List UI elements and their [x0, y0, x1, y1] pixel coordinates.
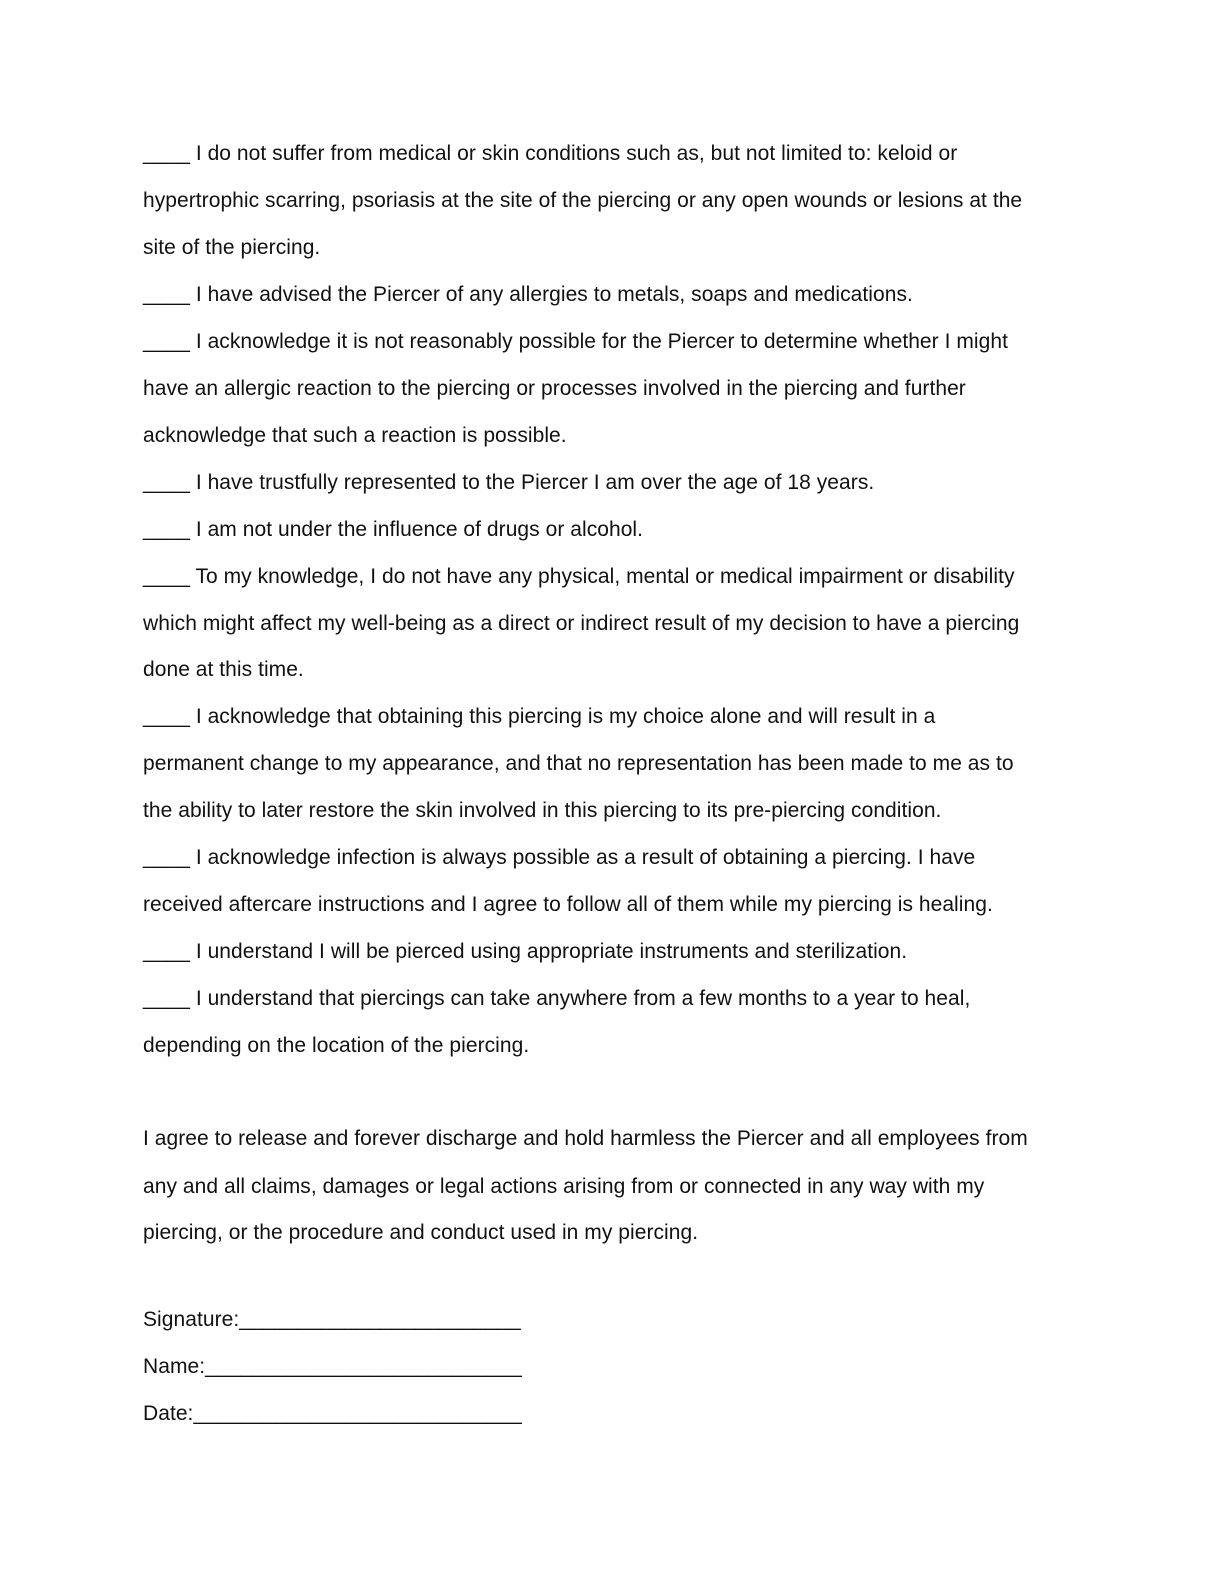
ack-7-blank[interactable]: ____: [143, 705, 190, 728]
ack-8-blank[interactable]: ____: [143, 846, 190, 869]
ack-2-blank[interactable]: ____: [143, 283, 190, 306]
date-blank[interactable]: ____________________________: [193, 1402, 522, 1425]
date-label: Date:: [143, 1402, 194, 1425]
ack-5-blank[interactable]: ____: [143, 518, 190, 541]
ack-7-line-2: permanent change to my appearance, and that no representation has been made to me as to: [143, 752, 1014, 775]
signature-blank[interactable]: ________________________: [239, 1308, 521, 1331]
ack-1-blank[interactable]: ____: [143, 142, 190, 165]
name-blank[interactable]: ___________________________: [205, 1355, 522, 1378]
ack-10-line-2: depending on the location of the piercing.: [143, 1034, 530, 1057]
ack-2-line-1: ____ I have advised the Piercer of any allergies to metals, soaps and medications.: [143, 283, 913, 306]
ack-5-line-1: ____ I am not under the influence of drugs or alcohol.: [143, 518, 644, 541]
ack-7-line-3: the ability to later restore the skin involved in this piercing to its pre-piercing condition.: [143, 799, 942, 822]
ack-7-line-1: ____ I acknowledge that obtaining this piercing is my choice alone and will result in a: [143, 705, 936, 728]
ack-6-line-3: done at this time.: [143, 658, 304, 681]
ack-1-line-2: hypertrophic scarring, psoriasis at the site of the piercing or any open wounds or lesions at the: [143, 189, 1023, 212]
ack-9-blank[interactable]: ____: [143, 940, 190, 963]
signature-field: [143, 1307, 521, 1333]
ack-9-line-1: ____ I understand I will be pierced using appropriate instruments and sterilization.: [143, 940, 908, 963]
ack-8-line-1: ____ I acknowledge infection is always possible as a result of obtaining a piercing. I have: [143, 846, 976, 869]
ack-10-line-1: ____ I understand that piercings can take anywhere from a few months to a year to heal,: [143, 987, 971, 1010]
ack-6-line-1: ____ To my knowledge, I do not have any physical, mental or medical impairment or disability: [143, 565, 1015, 588]
ack-10-blank[interactable]: ____: [143, 987, 190, 1010]
date-field: [143, 1401, 522, 1427]
ack-3-blank[interactable]: ____: [143, 330, 190, 353]
signature-label: Signature:: [143, 1308, 240, 1331]
ack-3-line-2: have an allergic reaction to the piercing or processes involved in the piercing and further: [143, 377, 966, 400]
name-field: [143, 1354, 522, 1380]
ack-4-line-1: ____ I have trustfully represented to the Piercer I am over the age of 18 years.: [143, 471, 875, 494]
ack-1-line-3: site of the piercing.: [143, 236, 321, 259]
ack-6-blank[interactable]: ____: [143, 565, 190, 588]
ack-6-line-2: which might affect my well-being as a direct or indirect result of my decision to have a piercing: [143, 612, 1020, 635]
ack-1-line-1: ____ I do not suffer from medical or skin conditions such as, but not limited to: keloid or: [143, 142, 958, 165]
release-line-1: I agree to release and forever discharge and hold harmless the Piercer and all employees from: [143, 1127, 1028, 1150]
release-line-2: any and all claims, damages or legal actions arising from or connected in any way with my: [143, 1175, 985, 1198]
ack-3-line-3: acknowledge that such a reaction is possible.: [143, 424, 567, 447]
ack-3-line-1: ____ I acknowledge it is not reasonably possible for the Piercer to determine whether I might: [143, 330, 1008, 353]
ack-4-blank[interactable]: ____: [143, 471, 190, 494]
name-label: Name:: [143, 1355, 206, 1378]
release-line-3: piercing, or the procedure and conduct used in my piercing.: [143, 1221, 699, 1244]
ack-8-line-2: received aftercare instructions and I agree to follow all of them while my piercing is healing.: [143, 893, 993, 916]
